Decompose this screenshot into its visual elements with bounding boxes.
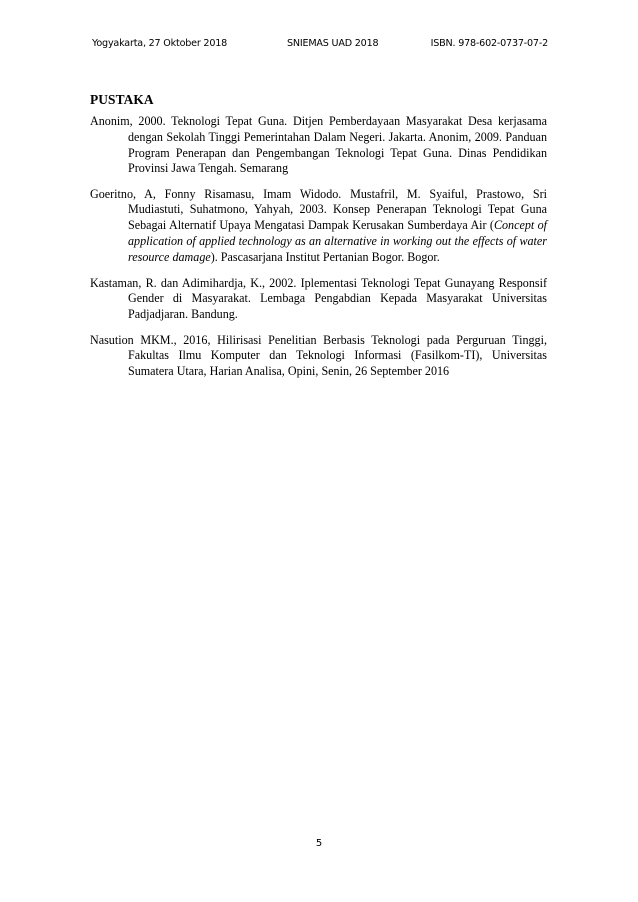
reference-italic-title: Concept of application of applied technology as an alternative in working out the effects of water resource damage [128,218,547,264]
header-location-date: Yogyakarta, 27 Oktober 2018 [92,38,228,49]
reference-item: Anonim, 2000. Teknologi Tepat Guna. Ditjen Pemberdayaan Masyarakat Desa kerjasama dengan Sekolah Tinggi Pemerintahan Dalam Negeri. Jakarta. Anonim, 2009. Panduan Program Penerapan dan Pengembangan Teknologi Tepat Guna. Dinas Pendidikan Provinsi Jawa Tengah. Semarang [90,114,547,176]
reference-list [90,114,547,388]
header-conference: SNIEMAS UAD 2018 [287,38,379,49]
page-header [92,38,548,52]
reference-item [90,187,547,266]
header-isbn: ISBN. 978-602-0737-07-2 [430,38,548,49]
reference-text: ). Pascasarjana Institut Pertanian Bogor. Bogor. [210,249,440,264]
reference-item: Kastaman, R. dan Adimihardja, K., 2002. Iplementasi Teknologi Tepat Gunayang Responsif Gender di Masyarakat. Lembaga Pengabdian Kepada Masyarakat Universitas Padjadjaran. Bandung. [90,275,547,322]
reference-text: Goeritno, A, Fonny Risamasu, Imam Widodo. Mustafril, M. Syaiful, Prastowo, Sri Mudiastuti, Suhatmono, Yahyah, 2003. Konsep Penerapan Teknologi Tepat Guna Sebagai Alternatif Upaya Mengatasi Dampak Kerusakan Sumberdaya Air ( [90,186,547,233]
section-title: PUSTAKA [90,92,154,107]
page-number: 5 [315,838,323,849]
reference-item: Nasution MKM., 2016, Hilirisasi Penelitian Berbasis Teknologi pada Perguruan Tinggi, Fakultas Ilmu Komputer dan Teknologi Informasi (Fasilkom-TI), Universitas Sumatera Utara, Harian Analisa, Opini, Senin, 26 September 2016 [90,332,547,379]
